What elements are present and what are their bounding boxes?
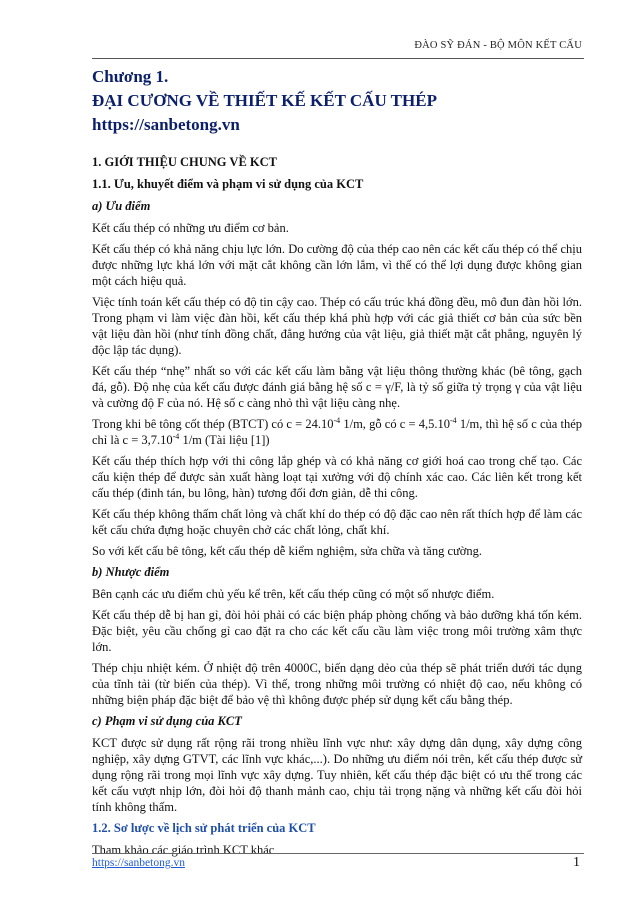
p5-exponent-2: -4 xyxy=(449,415,457,425)
advantages-paragraph-8: So với kết cấu bê tông, kết cấu thép dễ kiểm nghiệm, sửa chữa và tăng cường. xyxy=(92,544,483,558)
advantages-paragraph-6: Kết cấu thép thích hợp với thi công lắp ghép và có khả năng cơ giới hoá cao trong chế tạo. Các cấu kiện thép để được sản xuất hàng loạt tại xưởng với độ chính xác cao. Các liên kết trong kết cấu thép (đinh tán, bu lông, hàn) tương đối đơn giản, dễ thi công. xyxy=(92,454,582,500)
disadvantages-paragraph-1: Bên cạnh các ưu điểm chủ yếu kể trên, kết cấu thép cũng có một số nhược điểm. xyxy=(92,587,495,601)
chapter-number: Chương 1. xyxy=(92,67,169,86)
p5-text-b: 1/m, gỗ có c = 4,5.10 xyxy=(340,417,450,431)
advantages-paragraph-7: Kết cấu thép không thấm chất lỏng và chất khí do thép có độ đặc cao nên rất thích hợp để làm các kết cấu chứa đựng hoặc chuyên chở các chất lỏng, chất khí. xyxy=(92,507,582,537)
p5-text-d: 1/m (Tài liệu [1]) xyxy=(179,433,270,447)
advantages-paragraph-4: Kết cấu thép “nhẹ” nhất so với các kết cấu làm bằng vật liệu thông thường khác (bê tông, gạch đá, gỗ). Độ nhẹ của kết cấu được đánh giá bằng hệ số c = γ/F, là tỷ số giữa tỷ trọng γ của vật liệu và cường độ F của nó. Hệ số c càng nhỏ thì vật liệu càng nhẹ. xyxy=(92,364,582,410)
footer-rule xyxy=(92,853,584,854)
disadvantages-paragraph-3: Thép chịu nhiệt kém. Ở nhiệt độ trên 4000C, biến dạng dẻo của thép sẽ phát triển dưới tác dụng của tĩnh tải (từ biến của thép). Vì thế, trong những môi trường có nhiệt độ cao, nếu không có những biện pháp đặc biệt để bảo vệ thì không được phép sử dụng kết cấu bằng thép. xyxy=(92,661,582,707)
scope-paragraph-1: KCT được sử dụng rất rộng rãi trong nhiều lĩnh vực như: xây dựng dân dụng, xây dựng công nghiệp, xây dựng GTVT, các lĩnh vực khác,...). Do những ưu điểm nói trên, kết cấu thép được sử dụng rộng rãi trong mọi lĩnh vực xây dựng. Tuy nhiên, kết cấu thép đặc biệt có ưu thế trong các kết cấu vượt nhịp lớn, đòi hỏi độ thanh mảnh cao, chịu tải trọng nặng và những kết cấu đòi hỏi tính không thấm. xyxy=(92,736,582,814)
section-1-2-heading: 1.2. Sơ lược về lịch sử phát triển của KCT xyxy=(92,821,316,835)
page-number: 1 xyxy=(573,855,580,870)
p5-exponent-1: -4 xyxy=(333,415,341,425)
chapter-url: https://sanbetong.vn xyxy=(92,115,240,134)
section-1-heading: 1. GIỚI THIỆU CHUNG VỀ KCT xyxy=(92,155,277,169)
section-1-2-paragraph-1: Tham khảo các giáo trình KCT khác xyxy=(92,843,275,857)
chapter-title: ĐẠI CƯƠNG VỀ THIẾT KẾ KẾT CẤU THÉP xyxy=(92,91,437,110)
advantages-paragraph-3: Việc tính toán kết cấu thép có độ tin cậy cao. Thép có cấu trúc khá đồng đều, mô đun đàn hồi lớn. Trong phạm vi làm việc đàn hồi, kết cấu thép khá phù hợp với các giả thiết cơ bản của sức bền vật liệu đàn hồi (như tính đồng chất, đẳng hướng của vật liệu, giả thiết mặt cắt phẳng, nguyên lý độc lập tác dụng). xyxy=(92,295,582,357)
advantages-heading: a) Ưu điểm xyxy=(92,199,151,213)
advantages-paragraph-2: Kết cấu thép có khả năng chịu lực lớn. Do cường độ của thép cao nên các kết cấu thép có thể chịu được những lực khá lớn với mặt cắt không cần lớn lắm, vì thế có thể lợi dụng được không gian một cách hiệu quả. xyxy=(92,242,582,288)
footer-link[interactable]: https://sanbetong.vn xyxy=(92,857,185,869)
p5-exponent-3: -4 xyxy=(172,431,180,441)
advantages-paragraph-5 xyxy=(92,416,582,448)
disadvantages-paragraph-2: Kết cấu thép dễ bị han gỉ, đòi hỏi phải có các biện pháp phòng chống và bảo dưỡng khá tốn kém. Đặc biệt, yêu cầu chống gỉ cao đặt ra cho các kết cấu cầu làm việc trong môi trường xâm thực lớn. xyxy=(92,608,582,654)
advantages-paragraph-1: Kết cấu thép có những ưu điểm cơ bản. xyxy=(92,221,289,235)
p5-text-c: 1/m, thì hệ số c của thép chỉ là c = 3,7.10 xyxy=(92,417,582,447)
disadvantages-heading: b) Nhược điểm xyxy=(92,565,170,579)
p5-text-a: Trong khi bê tông cốt thép (BTCT) có c = 24.10 xyxy=(92,417,334,431)
running-header: ĐÀO SỸ ĐÁN - BỘ MÔN KẾT CẤU xyxy=(414,40,582,51)
page-body xyxy=(92,66,582,862)
scope-heading: c) Phạm vi sử dụng của KCT xyxy=(92,714,242,728)
header-rule xyxy=(92,58,584,59)
section-1-1-heading: 1.1. Ưu, khuyết điểm và phạm vi sử dụng của KCT xyxy=(92,177,364,191)
